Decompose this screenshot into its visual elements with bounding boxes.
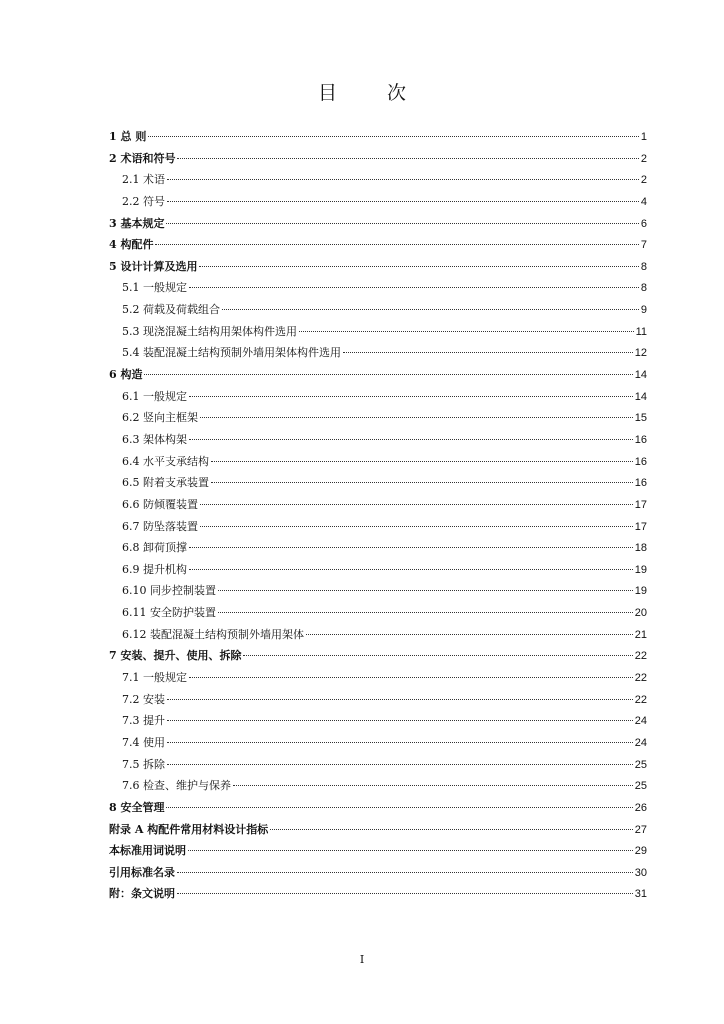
toc-dot-leader — [306, 634, 633, 635]
toc-dot-leader — [189, 439, 633, 440]
page-title: 目 次 — [317, 82, 429, 104]
toc-entry-label: 6.6 防倾覆装置 — [122, 497, 198, 511]
page-number: I — [359, 953, 365, 966]
toc-entry[interactable] — [109, 217, 647, 239]
toc-entry[interactable] — [109, 498, 647, 520]
table-of-contents — [109, 130, 647, 909]
toc-entry-page: 16 — [634, 477, 647, 490]
toc-entry-label: 6.5 附着支承装置 — [122, 476, 209, 490]
toc-dot-leader — [218, 612, 633, 613]
toc-entry-label: 6.10 同步控制装置 — [122, 584, 216, 598]
toc-entry-label: 5.4 装配混凝土结构预制外墙用架体构件选用 — [122, 346, 341, 360]
toc-entry[interactable] — [109, 390, 647, 412]
toc-entry-page: 19 — [634, 563, 647, 576]
toc-entry[interactable] — [109, 758, 647, 780]
toc-dot-leader — [148, 136, 639, 137]
toc-dot-leader — [211, 482, 633, 483]
toc-entry-page: 22 — [634, 672, 647, 685]
toc-entry[interactable] — [109, 411, 647, 433]
toc-dot-leader — [299, 331, 634, 332]
toc-entry[interactable] — [109, 736, 647, 758]
toc-dot-leader — [155, 244, 638, 245]
toc-dot-leader — [167, 201, 639, 202]
toc-entry[interactable] — [109, 844, 647, 866]
toc-entry-page: 7 — [640, 239, 647, 252]
toc-entry-label: 附：条文说明 — [109, 887, 175, 901]
toc-entry-label: 2.2 符号 — [122, 194, 165, 208]
toc-dot-leader — [189, 287, 639, 288]
toc-dot-leader — [189, 547, 633, 548]
toc-entry-label: 7.4 使用 — [122, 735, 165, 749]
toc-entry[interactable] — [109, 563, 647, 585]
toc-entry-page: 12 — [634, 347, 647, 360]
toc-entry[interactable] — [109, 433, 647, 455]
toc-entry-page: 11 — [635, 325, 647, 338]
toc-entry-label: 5 设计计算及选用 — [109, 259, 198, 273]
toc-entry[interactable] — [109, 455, 647, 477]
toc-entry-page: 30 — [634, 866, 647, 879]
toc-entry-label: 6.12 装配混凝土结构预制外墙用架体 — [122, 627, 304, 641]
toc-entry-label: 5.1 一般规定 — [122, 281, 187, 295]
toc-dot-leader — [211, 461, 633, 462]
toc-entry-page: 24 — [634, 736, 647, 749]
toc-entry-label: 3 基本规定 — [109, 216, 165, 230]
toc-entry-label: 7.2 安装 — [122, 692, 165, 706]
toc-entry-page: 2 — [640, 152, 647, 165]
toc-entry[interactable] — [109, 368, 647, 390]
toc-dot-leader — [218, 590, 633, 591]
toc-dot-leader — [144, 374, 632, 375]
toc-entry[interactable] — [109, 714, 647, 736]
toc-entry[interactable] — [109, 541, 647, 563]
toc-entry[interactable] — [109, 801, 647, 823]
toc-entry-page: 22 — [634, 650, 647, 663]
toc-dot-leader — [188, 850, 633, 851]
toc-entry-label: 7.3 提升 — [122, 714, 165, 728]
toc-dot-leader — [177, 893, 633, 894]
toc-entry-label: 6.7 防坠落装置 — [122, 519, 198, 533]
toc-entry[interactable] — [109, 584, 647, 606]
toc-entry[interactable] — [109, 238, 647, 260]
toc-entry-label: 1 总 则 — [109, 130, 147, 143]
toc-entry-page: 2 — [640, 174, 647, 187]
toc-entry-page: 18 — [634, 542, 647, 555]
toc-entry[interactable] — [109, 606, 647, 628]
toc-dot-leader — [167, 720, 633, 721]
toc-entry[interactable] — [109, 866, 647, 888]
toc-entry[interactable] — [109, 152, 647, 174]
toc-dot-leader — [222, 309, 639, 310]
toc-entry-page: 14 — [634, 390, 647, 403]
toc-entry-label: 4 构配件 — [109, 238, 154, 252]
toc-entry[interactable] — [109, 173, 647, 195]
toc-entry-label: 7.1 一般规定 — [122, 671, 187, 685]
toc-entry-label: 6.9 提升机构 — [122, 562, 187, 576]
toc-entry-page: 15 — [634, 412, 647, 425]
toc-entry-label: 8 安全管理 — [109, 800, 165, 814]
toc-dot-leader — [343, 352, 633, 353]
toc-entry-label: 附录 A 构配件常用材料设计指标 — [109, 822, 269, 836]
toc-entry-label: 2 术语和符号 — [109, 151, 176, 165]
toc-entry[interactable] — [109, 476, 647, 498]
toc-entry[interactable] — [109, 303, 647, 325]
toc-entry[interactable] — [109, 628, 647, 650]
toc-dot-leader — [189, 677, 633, 678]
toc-entry-page: 8 — [640, 260, 647, 273]
toc-entry-page: 20 — [634, 607, 647, 620]
toc-entry-page: 19 — [634, 585, 647, 598]
toc-entry-label: 2.1 术语 — [122, 173, 165, 187]
toc-entry[interactable] — [109, 823, 647, 845]
toc-entry[interactable] — [109, 195, 647, 217]
toc-entry[interactable] — [109, 325, 647, 347]
toc-entry-label: 6.8 卸荷顶撑 — [122, 541, 187, 555]
toc-dot-leader — [167, 699, 633, 700]
toc-entry-label: 5.2 荷载及荷载组合 — [122, 303, 220, 317]
toc-dot-leader — [200, 417, 633, 418]
toc-entry-label: 6 构造 — [109, 368, 143, 382]
toc-entry-label: 7.5 拆除 — [122, 757, 165, 771]
toc-entry-label: 引用标准名录 — [109, 865, 175, 879]
toc-entry[interactable] — [109, 281, 647, 303]
toc-entry-page: 24 — [634, 715, 647, 728]
toc-entry-label: 6.1 一般规定 — [122, 389, 187, 403]
toc-dot-leader — [189, 569, 633, 570]
toc-dot-leader — [166, 223, 638, 224]
toc-dot-leader — [270, 829, 633, 830]
toc-entry-page: 16 — [634, 433, 647, 446]
toc-entry-label: 本标准用词说明 — [109, 844, 186, 858]
toc-entry[interactable] — [109, 693, 647, 715]
toc-dot-leader — [200, 504, 633, 505]
toc-dot-leader — [166, 807, 632, 808]
toc-entry-page: 1 — [640, 131, 647, 143]
toc-entry-label: 6.2 竖向主框架 — [122, 411, 198, 425]
toc-entry-page: 25 — [634, 780, 647, 793]
toc-entry-page: 31 — [634, 888, 647, 901]
toc-dot-leader — [167, 179, 639, 180]
toc-entry-page: 17 — [634, 498, 647, 511]
toc-entry-label: 6.4 水平支承结构 — [122, 454, 209, 468]
toc-entry-page: 16 — [634, 455, 647, 468]
toc-entry[interactable] — [109, 887, 647, 909]
toc-entry-page: 27 — [634, 823, 647, 836]
toc-dot-leader — [167, 764, 633, 765]
toc-entry-label: 7 安装、提升、使用、拆除 — [109, 649, 242, 663]
toc-dot-leader — [189, 396, 633, 397]
toc-dot-leader — [177, 158, 638, 159]
toc-dot-leader — [243, 655, 632, 656]
toc-entry-label: 6.3 架体构架 — [122, 432, 187, 446]
toc-entry-page: 8 — [640, 282, 647, 295]
toc-entry-label: 5.3 现浇混凝土结构用架体构件选用 — [122, 324, 297, 338]
toc-entry-page: 6 — [640, 217, 647, 230]
toc-entry[interactable] — [109, 130, 647, 152]
toc-entry-page: 22 — [634, 693, 647, 706]
toc-dot-leader — [177, 872, 633, 873]
toc-entry-page: 17 — [634, 520, 647, 533]
toc-entry-page: 14 — [634, 369, 647, 382]
toc-entry-page: 26 — [634, 801, 647, 814]
toc-dot-leader — [233, 785, 633, 786]
toc-entry-page: 4 — [640, 195, 647, 208]
toc-entry-page: 21 — [634, 628, 647, 641]
toc-dot-leader — [200, 526, 633, 527]
toc-entry-label: 6.11 安全防护装置 — [122, 606, 216, 620]
toc-dot-leader — [167, 742, 633, 743]
toc-entry[interactable] — [109, 671, 647, 693]
toc-entry-label: 7.6 检查、维护与保养 — [122, 779, 231, 793]
toc-entry[interactable] — [109, 779, 647, 801]
toc-entry-page: 9 — [640, 304, 647, 317]
toc-dot-leader — [199, 266, 638, 267]
toc-entry[interactable] — [109, 649, 647, 671]
toc-entry-page: 29 — [634, 845, 647, 858]
toc-entry[interactable] — [109, 520, 647, 542]
toc-entry-page: 25 — [634, 758, 647, 771]
toc-entry[interactable] — [109, 260, 647, 282]
toc-entry[interactable] — [109, 346, 647, 368]
